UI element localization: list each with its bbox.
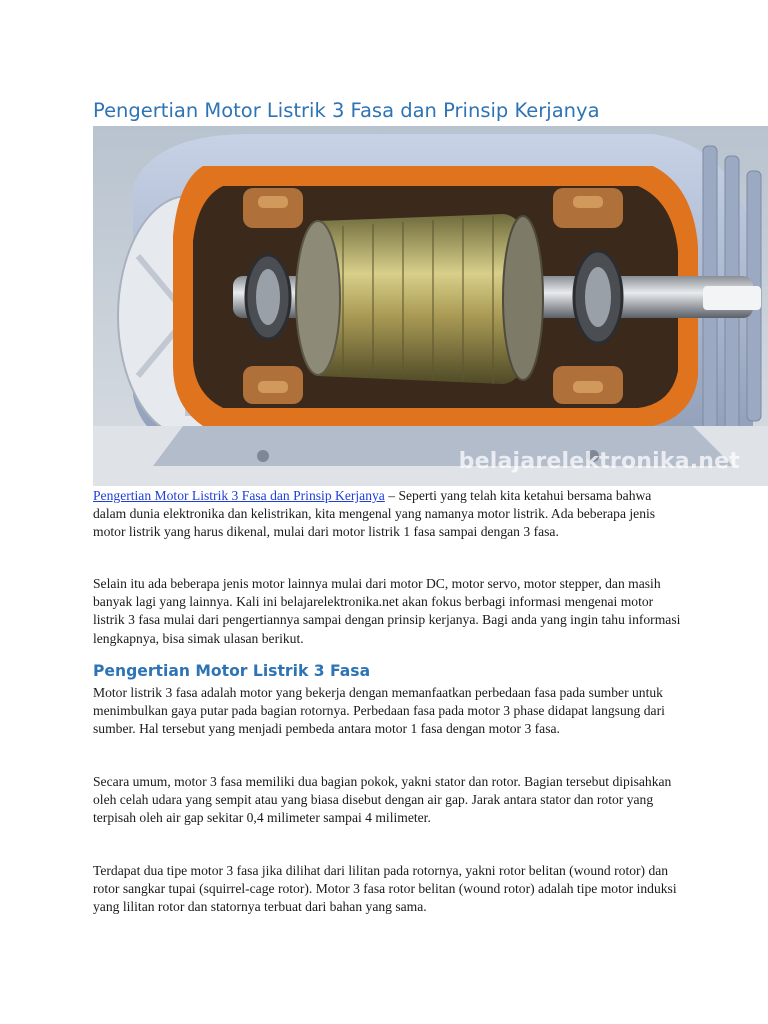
motor-cutaway-image — [93, 126, 768, 486]
paragraph-5: Terdapat dua tipe motor 3 fasa jika dilihat dari lilitan pada rotornya, yakni rotor belitan (wound rotor) dan rotor sangkar tupai (squirrel-cage rotor). Motor 3 fasa rotor belitan (wound rotor) adalah tipe motor induksi yang lilitan rotor dan statornya terbuat dari bahan yang sama. — [93, 863, 677, 915]
paragraph-3: Motor listrik 3 fasa adalah motor yang bekerja dengan memanfaatkan perbedaan fasa pada sumber untuk menimbulkan gaya putar pada bagian rotornya. Perbedaan fasa pada motor 3 phase didapat langsung dari sumber. Hal tersebut yang menjadi pembeda antara motor 1 fasa dengan motor 3 fasa. — [93, 685, 665, 737]
image-watermark: belajarelektronika.net — [458, 449, 740, 474]
intro-link[interactable]: Pengertian Motor Listrik 3 Fasa dan Prinsip Kerjanya — [93, 488, 385, 503]
section-heading: Pengertian Motor Listrik 3 Fasa — [93, 662, 371, 680]
paragraph-2: Selain itu ada beberapa jenis motor lainnya mulai dari motor DC, motor servo, motor stepper, dan masih banyak lagi yang lainnya. Kali ini belajarelektronika.net akan fokus berbagi informasi mengenai motor listrik 3 fasa mulai dari pengertiannya sampai dengan prinsip kerjanya. Bagi anda yang ingin tahu informasi lengkapnya, bisa simak ulasan berikut. — [93, 576, 681, 646]
intro-paragraph — [93, 487, 683, 542]
motor-cutaway-icon — [93, 126, 768, 486]
paragraph-4: Secara umum, motor 3 fasa memiliki dua bagian pokok, yakni stator dan rotor. Bagian tersebut dipisahkan oleh celah udara yang sempit atau yang biasa disebut dengan air gap. Jarak antara stator dan rotor yang terpisah oleh air gap sekitar 0,4 milimeter sampai 4 milimeter. — [93, 774, 672, 826]
article-title: Pengertian Motor Listrik 3 Fasa dan Prinsip Kerjanya — [93, 99, 600, 122]
intro-text: – Seperti yang telah kita ketahui bersama bahwa dalam dunia elektronika dan kelistrikan, kita mengenal yang namanya motor listrik. Ada beberapa jenis motor listrik yang harus dikenal, mulai dari motor listrik 1 fasa sampai dengan 3 fasa. — [93, 488, 656, 540]
